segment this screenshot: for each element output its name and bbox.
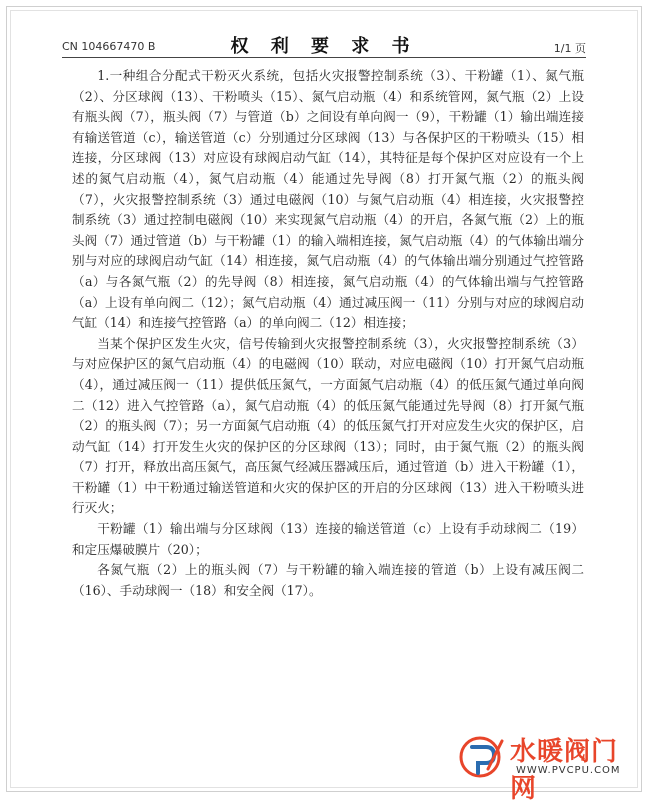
page-number: 1/1 页 bbox=[553, 42, 586, 55]
claim-paragraph-3: 干粉罐（1）输出端与分区球阀（13）连接的输送管道（c）上设有手动球阀二（19）和定压爆破膜片（20）； bbox=[72, 521, 584, 557]
watermark bbox=[458, 731, 634, 804]
publication-number: CN 104667470 B bbox=[62, 40, 156, 53]
watermark-brand: 水暖阀门网 bbox=[510, 737, 619, 804]
pipe-logo-icon bbox=[458, 733, 508, 783]
document-header bbox=[62, 32, 586, 57]
claim-paragraph-1: 1.一种组合分配式干粉灭火系统，包括火灾报警控制系统（3）、干粉罐（1）、氮气瓶（2）、分区球阀（13）、干粉喷头（15）、氮气启动瓶（4）和系统管网，氮气瓶（2）上设有瓶头阀（7），瓶头阀（7）与管道（b）之间设有单向阀一（9），干粉罐（1）输出端连接有输送管道（c），输送管道（c）分别通过分区球阀（13）与各保护区的干粉喷头（15）相连接，分区球阀（13）对应设有球阀启动气缸（14），其特征是每个保护区对应设有一个上述的氮气启动瓶（4），氮气启动瓶（4）能通过先导阀（8）打开氮气瓶（2）的瓶头阀（7），火灾报警控制系统（3）通过电磁阀（10）与氮气启动瓶（4）相连接，火灾报警控制系统（3）通过控制电磁阀（10）来实现氮气启动瓶（4）的开启，各氮气瓶（2）上的瓶头阀（7）通过管道（b）与干粉罐（1）的输入端相连接，氮气启动瓶（4）的气体输出端分别与对应的球阀启动气缸（14）相连接，氮气启动瓶（4）的气体输出端分别通过气控管路（a）与各氮气瓶（2）的先导阀（8）相连接，氮气启动瓶（4）的气体输出端与气控管路（a）上设有单向阀二（12）；氮气启动瓶（4）通过减压阀一（11）分别与对应的球阀启动气缸（14）和连接气控管路（a）的单向阀二（12）相连接； bbox=[72, 68, 584, 331]
header-rule bbox=[62, 57, 586, 58]
claims-body bbox=[72, 66, 584, 601]
claim-paragraph-4: 各氮气瓶（2）上的瓶头阀（7）与干粉罐的输入端连接的管道（b）上设有减压阀二（16）、手动球阀一（18）和安全阀（17）。 bbox=[72, 562, 584, 598]
watermark-url: WWW.PVCPU.COM bbox=[516, 765, 621, 776]
claim-paragraph-2: 当某个保护区发生火灾，信号传输到火灾报警控制系统（3），火灾报警控制系统（3）与对应保护区的氮气启动瓶（4）的电磁阀（10）联动，对应电磁阀（10）打开氮气启动瓶（4），通过减压阀一（11）提供低压氮气，一方面氮气启动瓶（4）的低压氮气通过单向阀二（12）进入气控管路（a），氮气启动瓶（4）的低压氮气能通过先导阀（8）打开氮气瓶（2）的瓶头阀（7）；另一方面氮气启动瓶（4）的低压氮气打开对应发生火灾的保护区，启动气缸（14）打开发生火灾的保护区的分区球阀（13）；同时，由于氮气瓶（2）的瓶头阀（7）打开，释放出高压氮气，高压氮气经减压器减压后，通过管道（b）进入干粉罐（1），干粉罐（1）中干粉通过输送管道和火灾的保护区的开启的分区球阀（13）进入干粉喷头进行灭火； bbox=[72, 335, 584, 516]
document-title: 权 利 要 求 书 bbox=[230, 36, 418, 57]
